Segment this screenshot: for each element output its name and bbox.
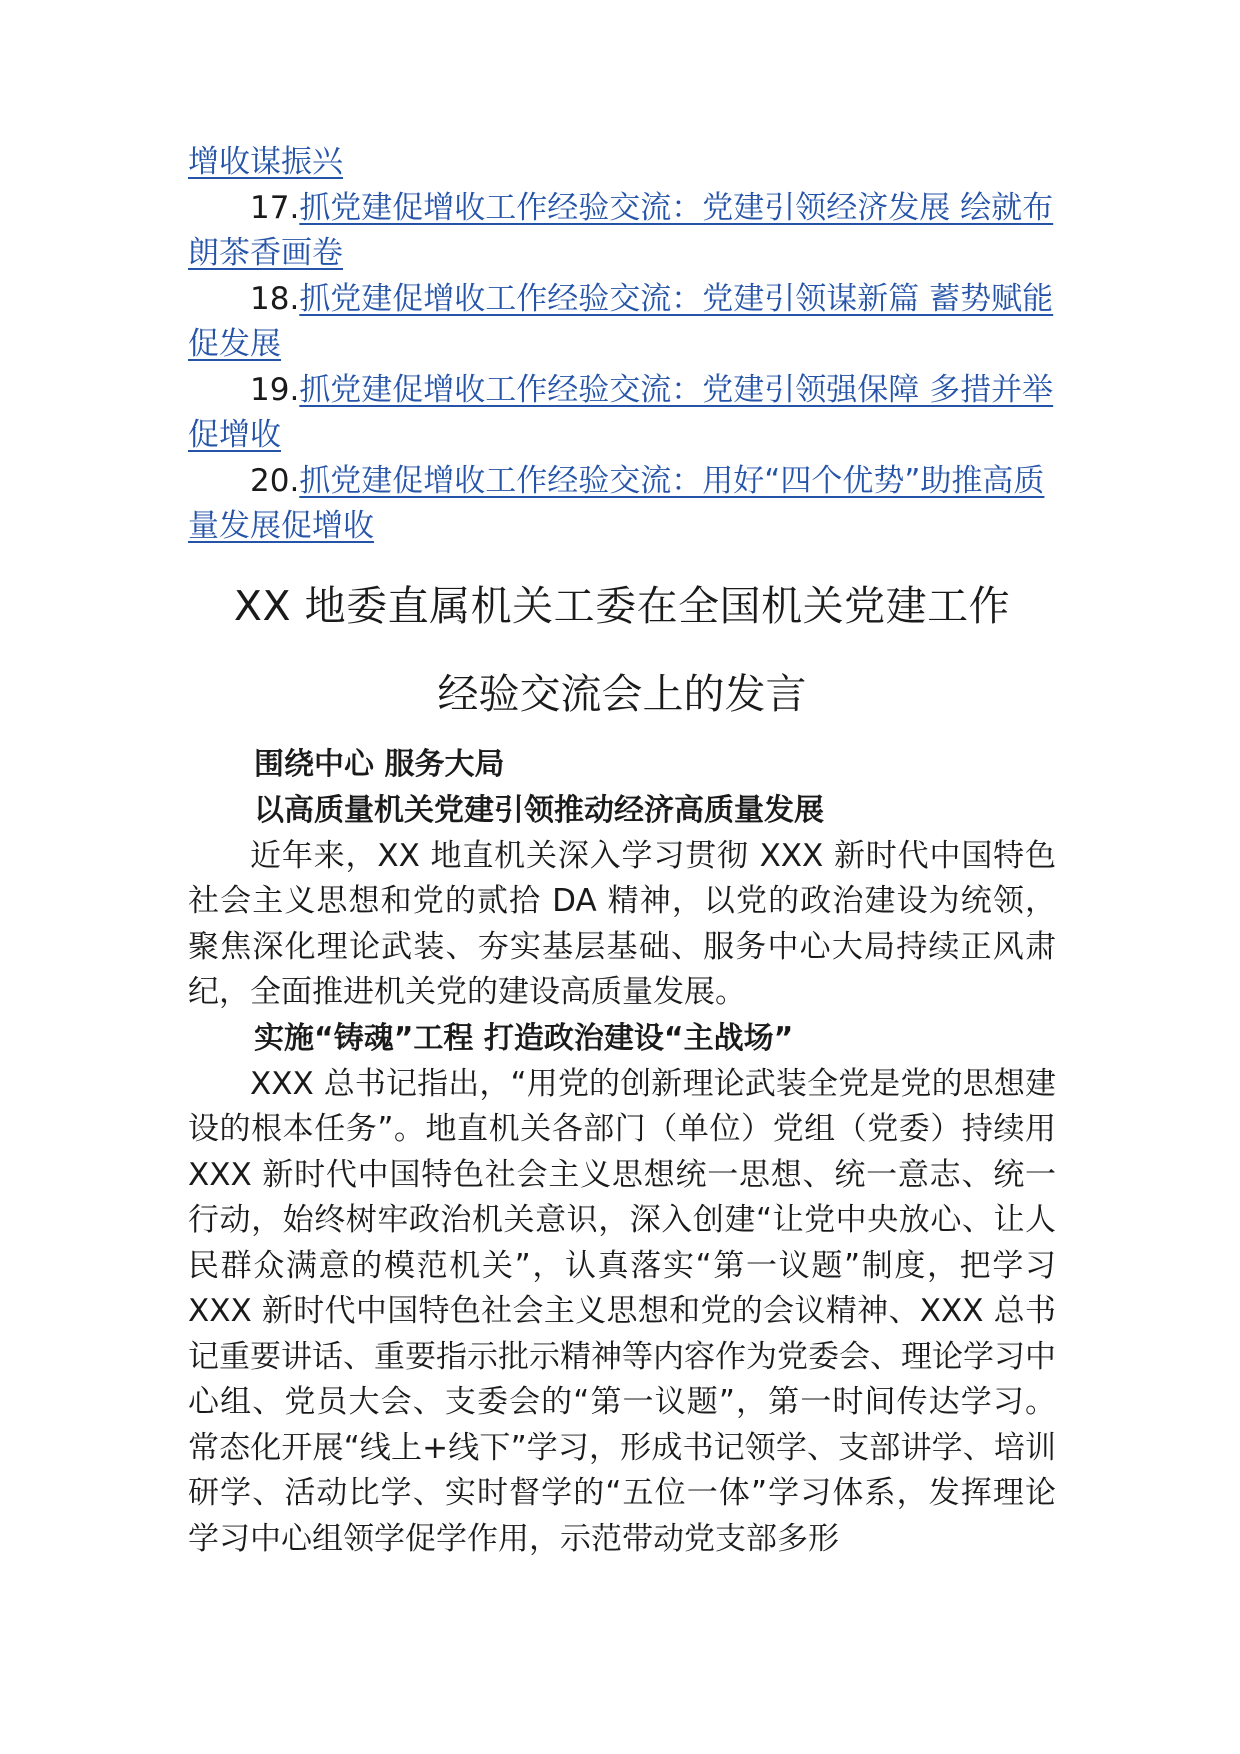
toc-number: 20.	[250, 462, 300, 499]
article-title-line-2: 经验交流会上的发言	[437, 669, 807, 718]
toc-number: 17.	[250, 189, 300, 226]
section-heading-1: 实施“铸魂”工程 打造政治建设“主战场”	[254, 1020, 794, 1056]
toc-item-19	[188, 368, 1056, 459]
toc-link-17[interactable]: 抓党建促增收工作经验交流：党建引领经济发展 绘就布朗茶香画卷	[188, 189, 1054, 271]
toc-number: 18.	[250, 280, 300, 317]
toc-link-19[interactable]: 抓党建促增收工作经验交流：党建引领强保障 多措并举促增收	[188, 371, 1054, 453]
toc-item-18	[188, 277, 1056, 368]
toc-link-20[interactable]: 抓党建促增收工作经验交流：用好“四个优势”助推高质量发展促增收	[188, 462, 1045, 544]
article-subtitle-2: 以高质量机关党建引领推动经济高质量发展	[254, 792, 824, 828]
document-page	[188, 140, 1056, 1562]
toc-item-16-tail[interactable]	[188, 140, 1056, 186]
toc-link-16[interactable]: 增收谋振兴	[188, 144, 343, 180]
toc-link-18[interactable]: 抓党建促增收工作经验交流：党建引领谋新篇 蓄势赋能促发展	[188, 280, 1054, 362]
toc-number: 19.	[250, 371, 300, 408]
paragraph-intro: 近年来，XX 地直机关深入学习贯彻 XXX 新时代中国特色社会主义思想和党的贰拾 DA 精神，以党的政治建设为统领，聚焦深化理论武装、夯实基层基础、服务中心大局持续正风肃纪，全面推进机关党的建设高质量发展。	[188, 837, 1056, 1010]
toc-item-17	[188, 186, 1056, 277]
paragraph-section-1: XXX 总书记指出，“用党的创新理论武装全党是党的思想建设的根本任务”。地直机关各部门（单位）党组（党委）持续用 XXX 新时代中国特色社会主义思想统一思想、统一意志、统一行动，始终树牢政治机关意识，深入创建“让党中央放心、让人民群众满意的模范机关”，认真落实“第一议题”制度，把学习 XXX 新时代中国特色社会主义思想和党的会议精神、XXX 总书记重要讲话、重要指示批示精神等内容作为党委会、理论学习中心组、党员大会、支委会的“第一议题”，第一时间传达学习。常态化开展“线上+线下”学习，形成书记领学、支部讲学、培训研学、活动比学、实时督学的“五位一体”学习体系，发挥理论学习中心组领学促学作用，示范带动党支部多形	[188, 1065, 1056, 1557]
toc-item-20	[188, 459, 1056, 550]
article-title-line-1: XX 地委直属机关工委在全国机关党建工作	[233, 581, 1011, 630]
article-subtitle-1: 围绕中心 服务大局	[254, 746, 505, 782]
